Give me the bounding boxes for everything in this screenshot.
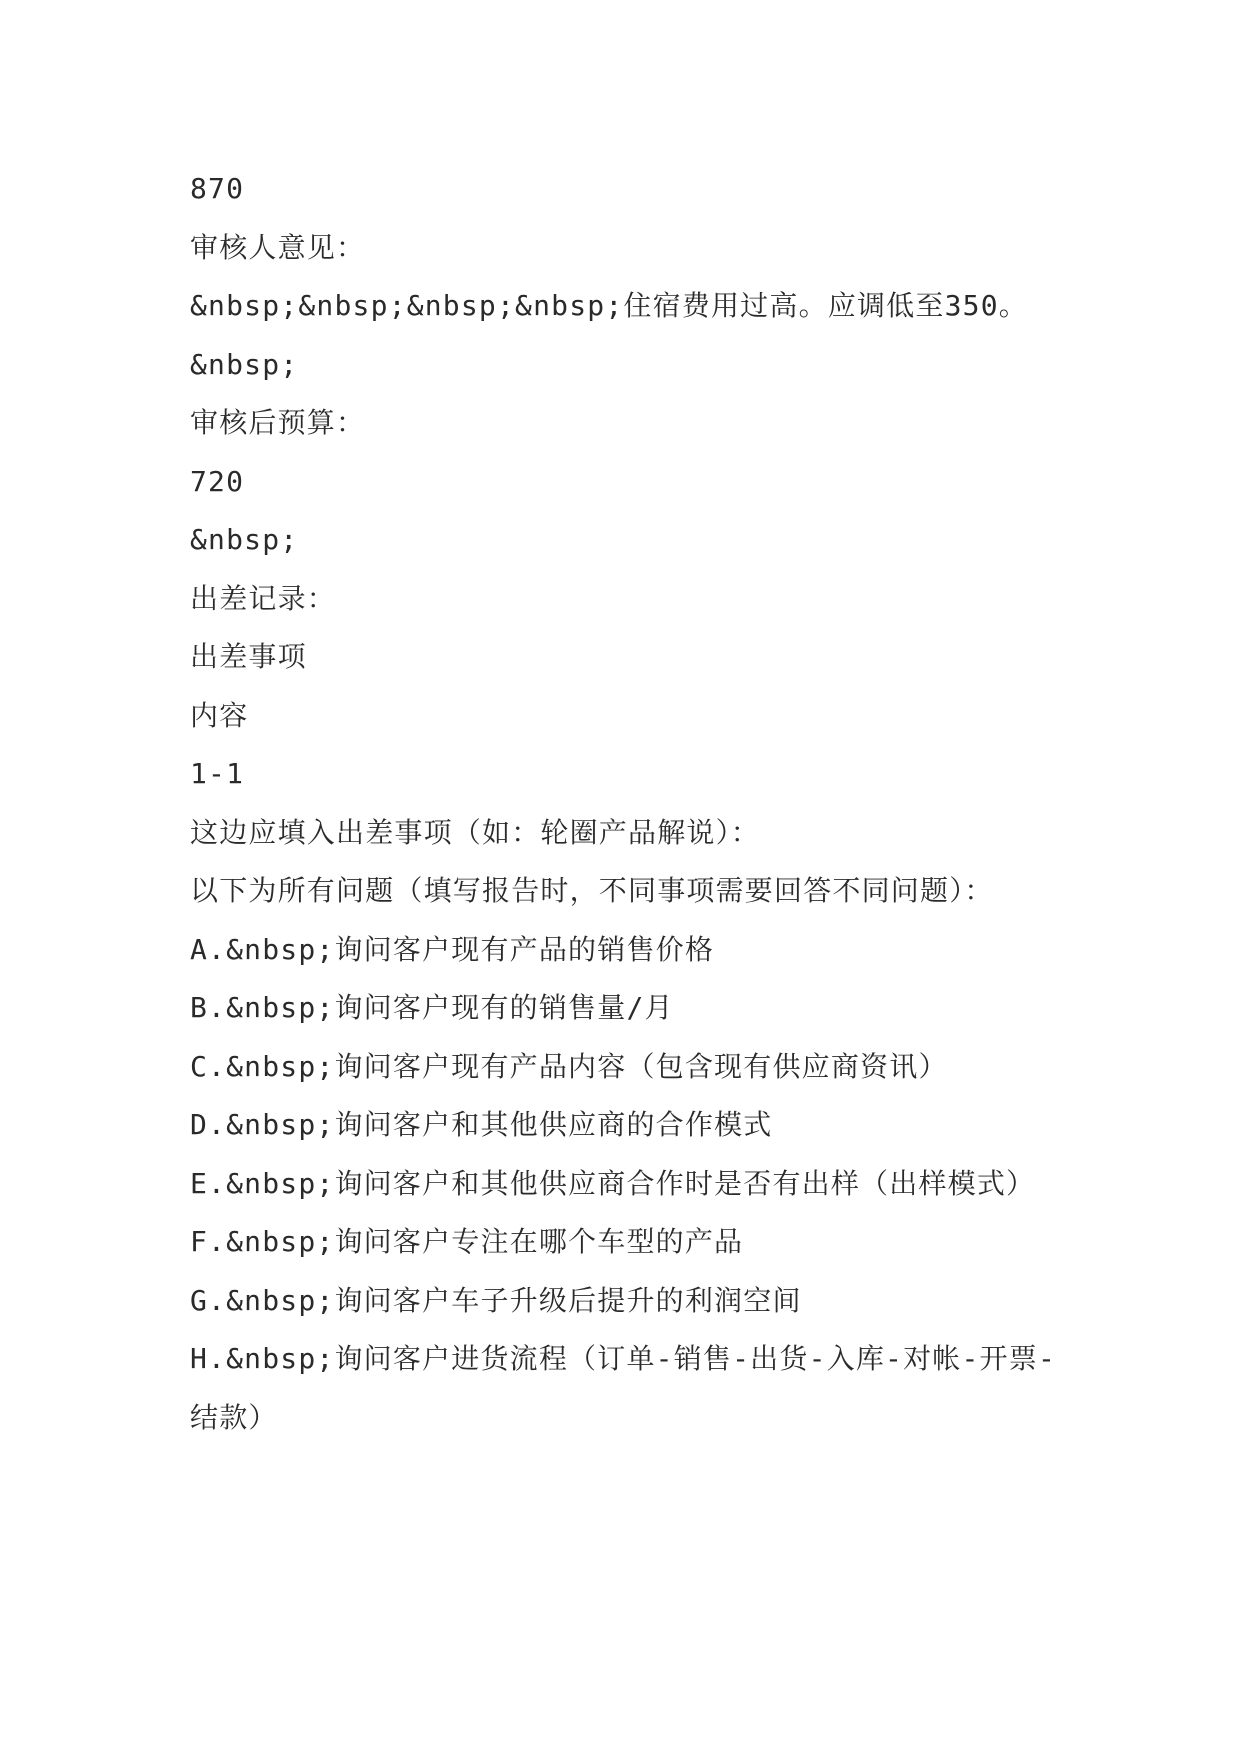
question-item: A.&nbsp;询问客户现有产品的销售价格 [190, 932, 715, 966]
trip-record-label: 出差记录： [190, 581, 337, 615]
reviewer-opinion-text: &nbsp;&nbsp;&nbsp;&nbsp;住宿费用过高。应调低至350。 [190, 289, 1028, 322]
question-item: D.&nbsp;询问客户和其他供应商的合作模式 [190, 1108, 773, 1141]
question-item: H.&nbsp;询问客户进货流程（订单-销售-出货-入库-对帐-开票-结款） [190, 1342, 1057, 1434]
blank-line: &nbsp; [190, 523, 299, 556]
question-item: G.&nbsp;询问客户车子升级后提升的利润空间 [190, 1283, 802, 1317]
reviewed-budget-label: 审核后预算： [190, 406, 366, 439]
question-item: E.&nbsp;询问客户和其他供应商合作时是否有出样（出样模式） [190, 1166, 1036, 1200]
blank-line: &nbsp; [190, 347, 299, 381]
questions-intro: 以下为所有问题（填写报告时，不同事项需要回答不同问题）： [190, 874, 994, 907]
trip-item-instruction: 这边应填入出差事项（如：轮圈产品解说）： [190, 815, 761, 849]
trip-item-label: 出差事项 [190, 640, 307, 673]
document-body [190, 160, 1070, 1447]
question-item: C.&nbsp;询问客户现有产品内容（包含现有供应商资讯） [190, 1049, 948, 1083]
reviewed-budget-value: 720 [190, 464, 245, 498]
question-item: B.&nbsp;询问客户现有的销售量/月 [190, 991, 674, 1024]
item-number: 1-1 [190, 757, 245, 790]
content-label: 内容 [190, 698, 249, 732]
budget-value: 870 [190, 172, 245, 205]
question-item: F.&nbsp;询问客户专注在哪个车型的产品 [190, 1225, 744, 1258]
reviewer-opinion-label: 审核人意见： [190, 230, 366, 264]
